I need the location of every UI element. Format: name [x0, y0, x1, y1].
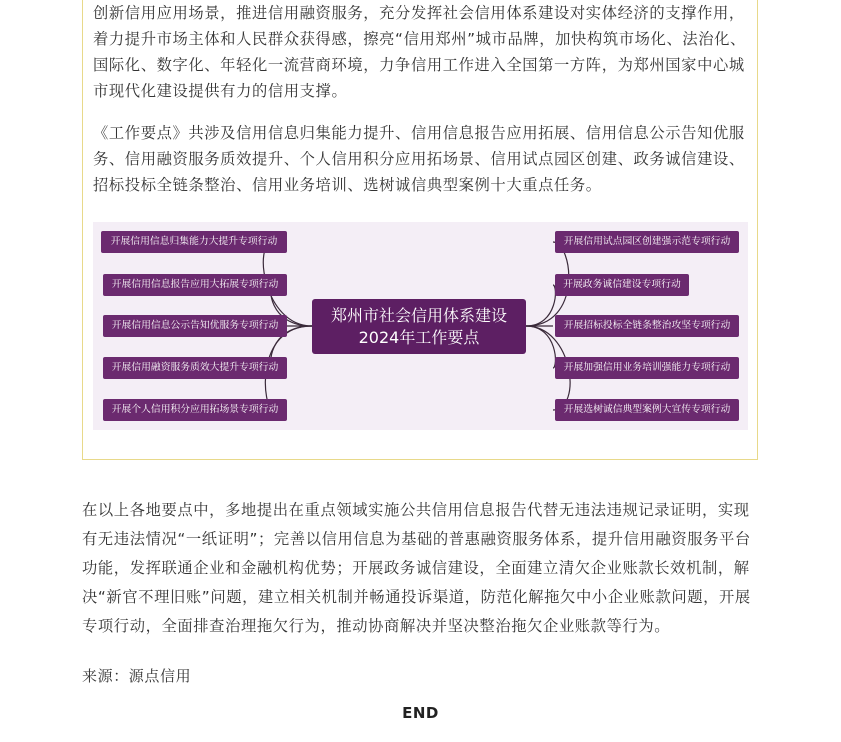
left-node-5: 开展个人信用积分应用拓场景专项行动 — [103, 399, 287, 421]
right-node-2: 开展政务诚信建设专项行动 — [555, 274, 689, 296]
left-node-1: 开展信用信息归集能力大提升专项行动 — [101, 231, 287, 253]
left-node-2: 开展信用信息报告应用大拓展专项行动 — [103, 274, 287, 296]
right-node-5: 开展选树诚信典型案例大宣传专项行动 — [555, 399, 739, 421]
end-marker: END — [402, 704, 439, 722]
paragraph-2: 《工作要点》共涉及信用信息归集能力提升、信用信息报告应用拓展、信用信息公示告知优服务、信用融资服务质效提升、个人信用积分应用拓场景、信用试点园区创建、政务诚信建设、招标投标全链条整治、信用业务培训、选树诚信典型案例十大重点任务。 — [93, 124, 745, 194]
paragraph-3: 在以上各地要点中，多地提出在重点领域实施公共信用信息报告代替无违法违规记录证明，实现有无违法情况“一纸证明”；完善以信用信息为基础的普惠融资服务体系，提升信用融资服务平台功能，发挥联通企业和金融机构优势；开展政务诚信建设，全面建立清欠企业账款长效机制，解决“新官不理旧账”问题，建立相关机制并畅通投诉渠道，防范化解拖欠中小企业账款问题，开展专项行动，全面排查治理拖欠行为，推动协商解决并坚决整治拖欠企业账款等行为。 — [82, 501, 751, 635]
left-node-4: 开展信用融资服务质效大提升专项行动 — [103, 357, 287, 379]
right-node-3: 开展招标投标全链条整治攻坚专项行动 — [555, 315, 739, 337]
right-node-4: 开展加强信用业务培训强能力专项行动 — [555, 357, 739, 379]
center-title-line1: 郑州市社会信用体系建设 — [330, 305, 507, 325]
source-line: 来源：源点信用 — [82, 667, 192, 685]
mind-map-image — [93, 222, 748, 430]
mind-map-center — [312, 299, 526, 354]
right-node-1: 开展信用试点园区创建强示范专项行动 — [555, 231, 739, 253]
left-node-3: 开展信用信息公示告知优服务专项行动 — [103, 315, 287, 337]
paragraph-1: 创新信用应用场景，推进信用融资服务，充分发挥社会信用体系建设对实体经济的支撑作用，着力提升市场主体和人民群众获得感，擦亮“信用郑州”城市品牌，加快构筑市场化、法治化、国际化、数字化、年轻化一流营商环境，力争信用工作进入全国第一方阵，为郑州国家中心城市现代化建设提供有力的信用支撑。 — [93, 4, 746, 100]
center-title-line2: 2024年工作要点 — [358, 327, 480, 347]
